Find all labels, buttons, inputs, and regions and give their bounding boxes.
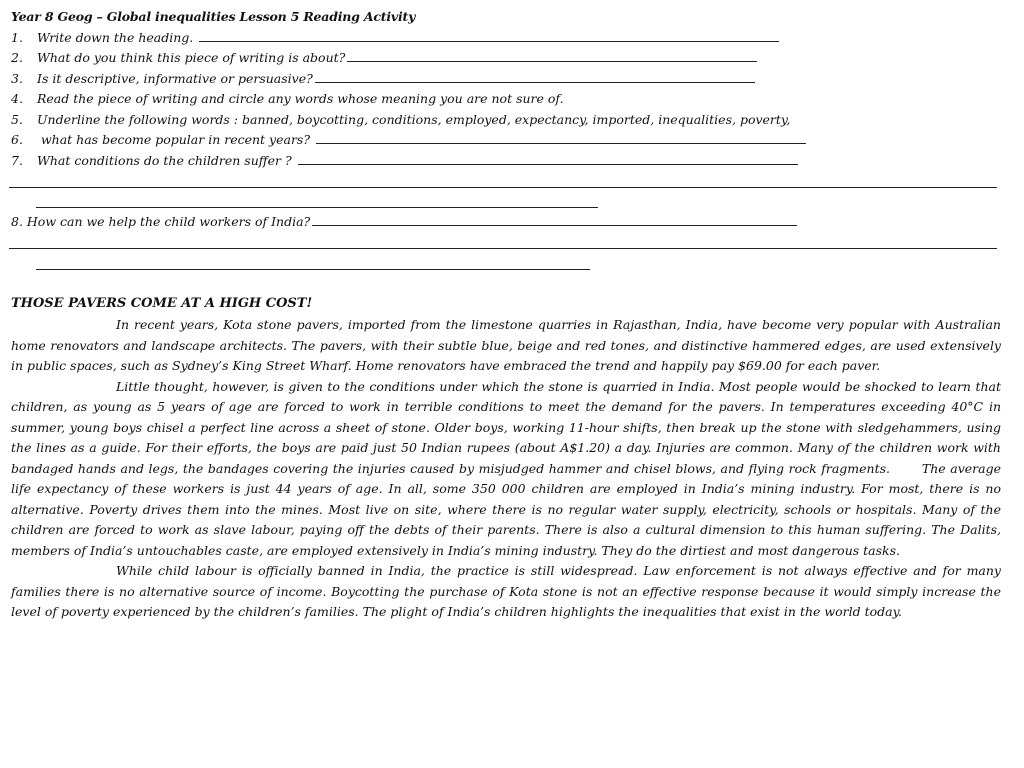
answer-blank[interactable] (312, 214, 797, 226)
question-text: Read the piece of writing and circle any words whose meaning you are not sure of. (37, 91, 564, 106)
answer-line[interactable] (9, 248, 997, 249)
question-number: 6. (11, 132, 23, 147)
question-1 (11, 30, 779, 46)
answer-line[interactable] (36, 269, 590, 270)
article-paragraph-2: Little thought, however, is given to the conditions under which the stone is quarried in India. Most people would be shocked to learn that children, as young as 5 years of age are forced to work in terrible conditions to meet the demand for the pavers. In temperatures exceeding 40°C in summer, young boys chisel a perfect line across a sheet of stone. Older boys, working 11-hour shifts, then break up the stone with sledgehammers, using the lines as a guide. For their efforts, the boys are paid just 50 Indian rupees (about A$1.20) a day. Injuries are common. Many of the children work with bandaged hands and legs, the bandages covering the injuries caused by misjudged hammer and chisel blows, and flying rock fragments. The average life expectancy of these workers is just 44 years of age. In all, some 350 000 children are employed in India’s mining industry. For most, there is no alternative. Poverty drives them into the mines. Most live on site, where there is no regular water supply, electricity, schools or hospitals. Many of the children are forced to work as slave labour, paying off the debts of their parents. There is also a cultural dimension to this human suffering. The Dalits, members of India’s untouchables caste, are employed extensively in India’s mining industry. They do the dirtiest and most dangerous tasks. (11, 378, 1001, 558)
answer-line[interactable] (36, 207, 598, 208)
question-number: 2. (11, 50, 23, 65)
question-number: 1. (11, 30, 23, 45)
question-text: What do you think this piece of writing is about? (37, 50, 346, 65)
question-8 (11, 214, 797, 230)
question-text: Write down the heading. (37, 30, 194, 45)
question-3 (11, 71, 755, 87)
article-heading: THOSE PAVERS COME AT A HIGH COST! (11, 296, 313, 311)
question-number: 3. (11, 71, 23, 86)
question-4 (11, 91, 564, 107)
worksheet-title: Year 8 Geog – Global inequalities Lesson 5 Reading Activity (11, 9, 416, 24)
answer-line[interactable] (9, 187, 997, 188)
question-number: 5. (11, 112, 23, 127)
question-text: Is it descriptive, informative or persuasive? (37, 71, 313, 86)
answer-blank[interactable] (347, 50, 757, 62)
question-2 (11, 50, 757, 66)
answer-blank[interactable] (315, 71, 755, 83)
question-text: What conditions do the children suffer ? (37, 153, 292, 168)
question-5 (11, 112, 790, 128)
question-text: what has become popular in recent years? (37, 132, 311, 147)
answer-blank[interactable] (298, 153, 798, 165)
answer-blank[interactable] (316, 132, 806, 144)
question-text: 8. How can we help the child workers of India? (11, 214, 311, 229)
article-paragraph-3: While child labour is officially banned in India, the practice is still widespread. Law enforcement is not always effective and for many families there is no alternative source of income. Boycotting the purchase of Kota stone is not an effective response because it would simply increase the level of poverty experienced by the children’s families. The plight of India’s children highlights the inequalities that exist in the world today. (11, 563, 1001, 619)
question-number: 7. (11, 153, 23, 168)
question-7 (11, 153, 798, 169)
question-6 (11, 132, 806, 148)
article-paragraph-1: In recent years, Kota stone pavers, imported from the limestone quarries in Rajasthan, India, have become very popular with Australian home renovators and landscape architects. The pavers, with their subtle blue, beige and red tones, and distinctive hammered edges, are used extensively in public spaces, such as Sydney’s King Street Wharf. Home renovators have embraced the trend and happily pay $69.00 for each paver. (11, 317, 1001, 373)
answer-blank[interactable] (199, 30, 779, 42)
question-text: Underline the following words : banned, boycotting, conditions, employed, expectancy, imported, inequalities, poverty, (37, 112, 791, 127)
question-number: 4. (11, 91, 23, 106)
article-body (11, 315, 1001, 623)
